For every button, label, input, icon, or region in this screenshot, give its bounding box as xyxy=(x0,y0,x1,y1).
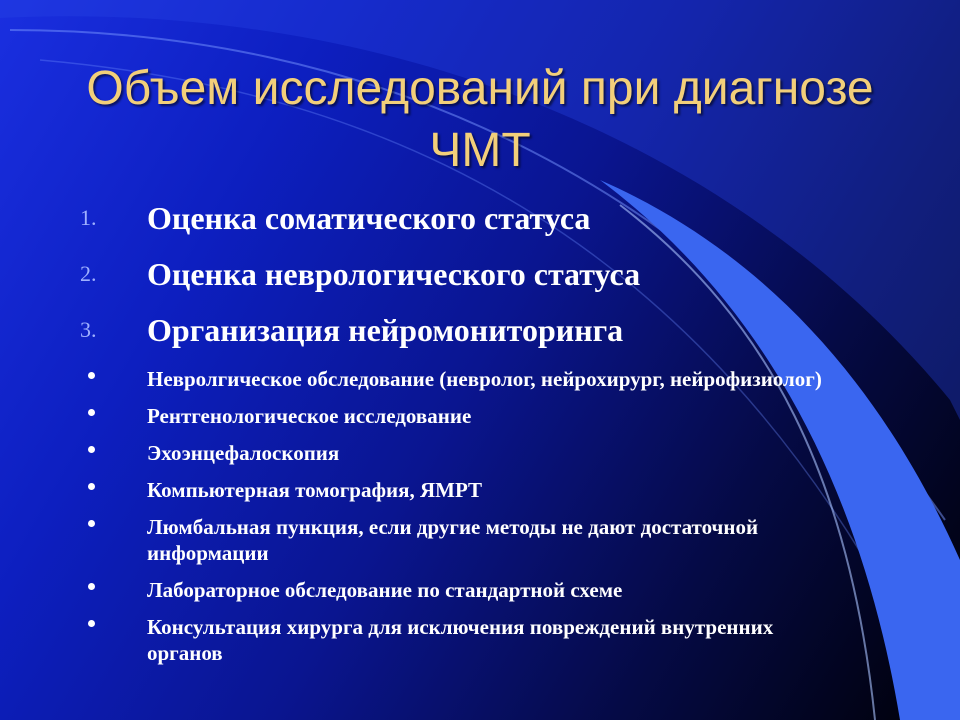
bullet-item xyxy=(80,614,840,666)
bullet-item xyxy=(80,577,840,603)
bullet-dot-icon xyxy=(88,620,95,627)
bullet-item xyxy=(80,403,840,429)
bullet-dot-icon xyxy=(88,583,95,590)
bullet-text: Консультация хирурга для исключения повреждений внутренних органов xyxy=(147,615,774,665)
bullet-item xyxy=(80,366,840,392)
item-text: Организация нейромониторинга xyxy=(147,312,624,348)
bullet-text: Компьютерная томография, ЯМРТ xyxy=(147,478,483,502)
numbered-item-2 xyxy=(80,246,840,302)
bullet-dot-icon xyxy=(88,483,95,490)
bullet-dot-icon xyxy=(88,372,95,379)
bullet-text: Невролгическое обследование (невролог, нейрохирург, нейрофизиолог) xyxy=(147,367,822,391)
item-number: 1. xyxy=(80,205,97,230)
numbered-item-3 xyxy=(80,302,840,358)
bullet-dot-icon xyxy=(88,520,95,527)
item-number: 3. xyxy=(80,317,97,342)
numbered-item-1 xyxy=(80,190,840,246)
bullet-item xyxy=(80,477,840,503)
bullet-item xyxy=(80,514,840,566)
item-text: Оценка соматического статуса xyxy=(147,200,591,236)
item-text: Оценка неврологического статуса xyxy=(147,256,641,292)
bullet-text: Люмбальная пункция, если другие методы не дают достаточной информации xyxy=(147,515,759,565)
content-list xyxy=(80,190,840,677)
item-number: 2. xyxy=(80,261,97,286)
bullet-text: Лабораторное обследование по стандартной схеме xyxy=(147,578,623,602)
slide-title: Объем исследований при диагнозе ЧМТ xyxy=(86,62,874,177)
bullet-dot-icon xyxy=(88,409,95,416)
bullet-text: Рентгенологическое исследование xyxy=(147,404,472,428)
bullet-item xyxy=(80,440,840,466)
bullet-dot-icon xyxy=(88,446,95,453)
bullet-text: Эхоэнцефалоскопия xyxy=(147,441,340,465)
